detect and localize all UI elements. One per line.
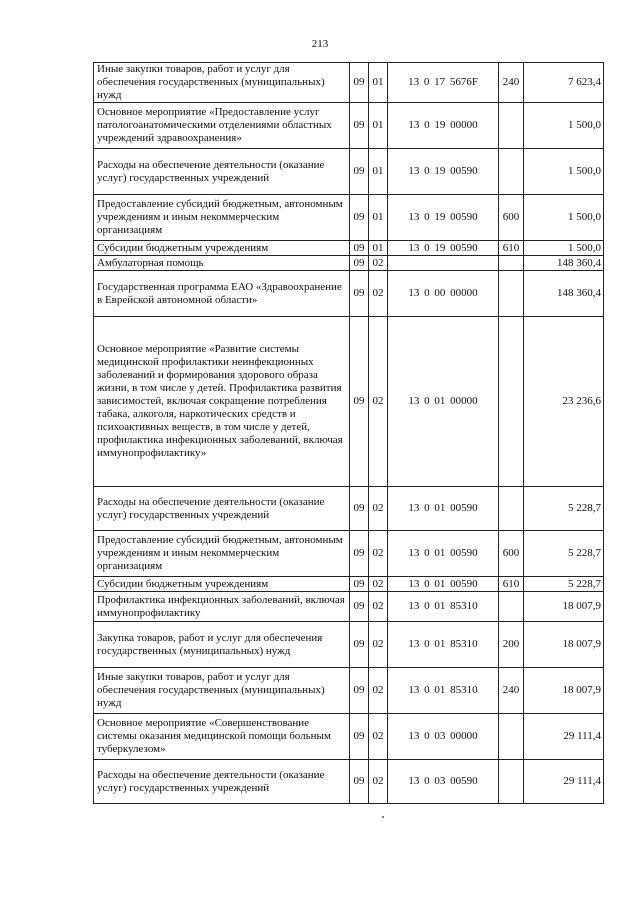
row-target-article: 13 0 17 5676F xyxy=(388,63,499,103)
table-row xyxy=(94,241,604,256)
table-row xyxy=(94,668,604,714)
row-target-article: 13 0 03 00590 xyxy=(388,760,499,804)
row-name: Расходы на обеспечение деятельности (оказание услуг) государственных учреждений xyxy=(94,760,350,804)
row-name: Основное мероприятие «Совершенствование системы оказания медицинской помощи больным туберкулезом» xyxy=(94,714,350,760)
table-row xyxy=(94,256,604,271)
row-name: Предоставление субсидий бюджетным, автономным учреждениям и иным некоммерческим организациям xyxy=(94,531,350,577)
row-expense-type xyxy=(499,256,524,271)
row-target-article: 13 0 03 00000 xyxy=(388,714,499,760)
row-name: Иные закупки товаров, работ и услуг для обеспечения государственных (муниципальных) нужд xyxy=(94,668,350,714)
table-row xyxy=(94,531,604,577)
row-amount: 1 500,0 xyxy=(524,103,604,149)
row-section: 09 xyxy=(350,577,369,592)
row-section: 09 xyxy=(350,622,369,668)
table-row xyxy=(94,592,604,622)
row-target-article: 13 0 19 00000 xyxy=(388,103,499,149)
row-subsection: 02 xyxy=(369,271,388,317)
row-section: 09 xyxy=(350,241,369,256)
row-section: 09 xyxy=(350,317,369,487)
table-row xyxy=(94,103,604,149)
row-amount: 5 228,7 xyxy=(524,487,604,531)
row-section: 09 xyxy=(350,760,369,804)
row-subsection: 01 xyxy=(369,241,388,256)
row-target-article: 13 0 01 00590 xyxy=(388,531,499,577)
row-section: 09 xyxy=(350,592,369,622)
row-amount: 5 228,7 xyxy=(524,577,604,592)
row-subsection: 02 xyxy=(369,487,388,531)
scan-speck xyxy=(382,816,384,818)
row-expense-type: 610 xyxy=(499,577,524,592)
row-target-article: 13 0 19 00590 xyxy=(388,241,499,256)
row-subsection: 02 xyxy=(369,668,388,714)
row-amount: 29 111,4 xyxy=(524,760,604,804)
row-name: Амбулаторная помощь xyxy=(94,256,350,271)
row-target-article: 13 0 01 00590 xyxy=(388,577,499,592)
table-row xyxy=(94,195,604,241)
row-target-article xyxy=(388,256,499,271)
row-section: 09 xyxy=(350,668,369,714)
row-subsection: 02 xyxy=(369,531,388,577)
row-expense-type xyxy=(499,487,524,531)
row-expense-type xyxy=(499,592,524,622)
row-section: 09 xyxy=(350,714,369,760)
row-amount: 18 007,9 xyxy=(524,592,604,622)
row-subsection: 01 xyxy=(369,149,388,195)
row-expense-type: 600 xyxy=(499,195,524,241)
row-amount: 1 500,0 xyxy=(524,149,604,195)
row-target-article: 13 0 00 00000 xyxy=(388,271,499,317)
row-expense-type xyxy=(499,271,524,317)
row-name: Закупка товаров, работ и услуг для обеспечения государственных (муниципальных) нужд xyxy=(94,622,350,668)
row-name: Иные закупки товаров, работ и услуг для обеспечения государственных (муниципальных) нужд xyxy=(94,63,350,103)
row-subsection: 01 xyxy=(369,195,388,241)
table-row xyxy=(94,487,604,531)
row-amount: 7 623,4 xyxy=(524,63,604,103)
row-amount: 5 228,7 xyxy=(524,531,604,577)
row-subsection: 02 xyxy=(369,317,388,487)
table-row xyxy=(94,760,604,804)
row-name: Субсидии бюджетным учреждениям xyxy=(94,241,350,256)
table-row xyxy=(94,577,604,592)
row-section: 09 xyxy=(350,531,369,577)
table-row xyxy=(94,149,604,195)
row-target-article: 13 0 01 85310 xyxy=(388,668,499,714)
row-name: Основное мероприятие «Предоставление услуг патологоанатомическими отделениями областных учреждений здравоохранения» xyxy=(94,103,350,149)
row-section: 09 xyxy=(350,271,369,317)
page-number: 213 xyxy=(311,38,329,50)
row-section: 09 xyxy=(350,149,369,195)
row-expense-type: 240 xyxy=(499,668,524,714)
row-expense-type: 610 xyxy=(499,241,524,256)
row-section: 09 xyxy=(350,63,369,103)
row-expense-type: 600 xyxy=(499,531,524,577)
row-section: 09 xyxy=(350,103,369,149)
row-expense-type xyxy=(499,317,524,487)
row-target-article: 13 0 01 85310 xyxy=(388,592,499,622)
row-subsection: 02 xyxy=(369,256,388,271)
row-amount: 23 236,6 xyxy=(524,317,604,487)
row-amount: 148 360,4 xyxy=(524,256,604,271)
row-amount: 18 007,9 xyxy=(524,668,604,714)
row-section: 09 xyxy=(350,487,369,531)
row-target-article: 13 0 01 00000 xyxy=(388,317,499,487)
budget-table xyxy=(93,62,604,804)
row-target-article: 13 0 01 85310 xyxy=(388,622,499,668)
row-name: Профилактика инфекционных заболеваний, включая иммунопрофилактику xyxy=(94,592,350,622)
row-amount: 1 500,0 xyxy=(524,241,604,256)
table-row xyxy=(94,317,604,487)
row-subsection: 02 xyxy=(369,622,388,668)
row-target-article: 13 0 01 00590 xyxy=(388,487,499,531)
row-subsection: 02 xyxy=(369,714,388,760)
row-expense-type: 240 xyxy=(499,63,524,103)
row-name: Субсидии бюджетным учреждениям xyxy=(94,577,350,592)
row-subsection: 02 xyxy=(369,760,388,804)
row-expense-type xyxy=(499,149,524,195)
row-expense-type: 200 xyxy=(499,622,524,668)
row-name: Предоставление субсидий бюджетным, автономным учреждениям и иным некоммерческим организациям xyxy=(94,195,350,241)
row-amount: 18 007,9 xyxy=(524,622,604,668)
row-amount: 29 111,4 xyxy=(524,714,604,760)
row-subsection: 01 xyxy=(369,63,388,103)
row-expense-type xyxy=(499,103,524,149)
row-section: 09 xyxy=(350,256,369,271)
row-subsection: 02 xyxy=(369,592,388,622)
table-row xyxy=(94,271,604,317)
row-expense-type xyxy=(499,714,524,760)
table-row xyxy=(94,714,604,760)
table-row xyxy=(94,63,604,103)
row-target-article: 13 0 19 00590 xyxy=(388,149,499,195)
row-subsection: 02 xyxy=(369,577,388,592)
table-row xyxy=(94,622,604,668)
row-name: Расходы на обеспечение деятельности (оказание услуг) государственных учреждений xyxy=(94,149,350,195)
row-name: Государственная программа ЕАО «Здравоохранение в Еврейской автономной области» xyxy=(94,271,350,317)
row-target-article: 13 0 19 00590 xyxy=(388,195,499,241)
row-expense-type xyxy=(499,760,524,804)
row-amount: 148 360,4 xyxy=(524,271,604,317)
row-section: 09 xyxy=(350,195,369,241)
row-name: Основное мероприятие «Развитие системы медицинской профилактики неинфекционных заболеваний и формирования здорового образа жизни, в том числе у детей. Профилактика развития зависимостей, включая сокращение потребления табака, алкоголя, наркотических средств и психоактивных веществ, в том числе у детей, профилактика инфекционных заболеваний, включая иммунопрофилактику» xyxy=(94,317,350,487)
row-amount: 1 500,0 xyxy=(524,195,604,241)
row-name: Расходы на обеспечение деятельности (оказание услуг) государственных учреждений xyxy=(94,487,350,531)
row-subsection: 01 xyxy=(369,103,388,149)
